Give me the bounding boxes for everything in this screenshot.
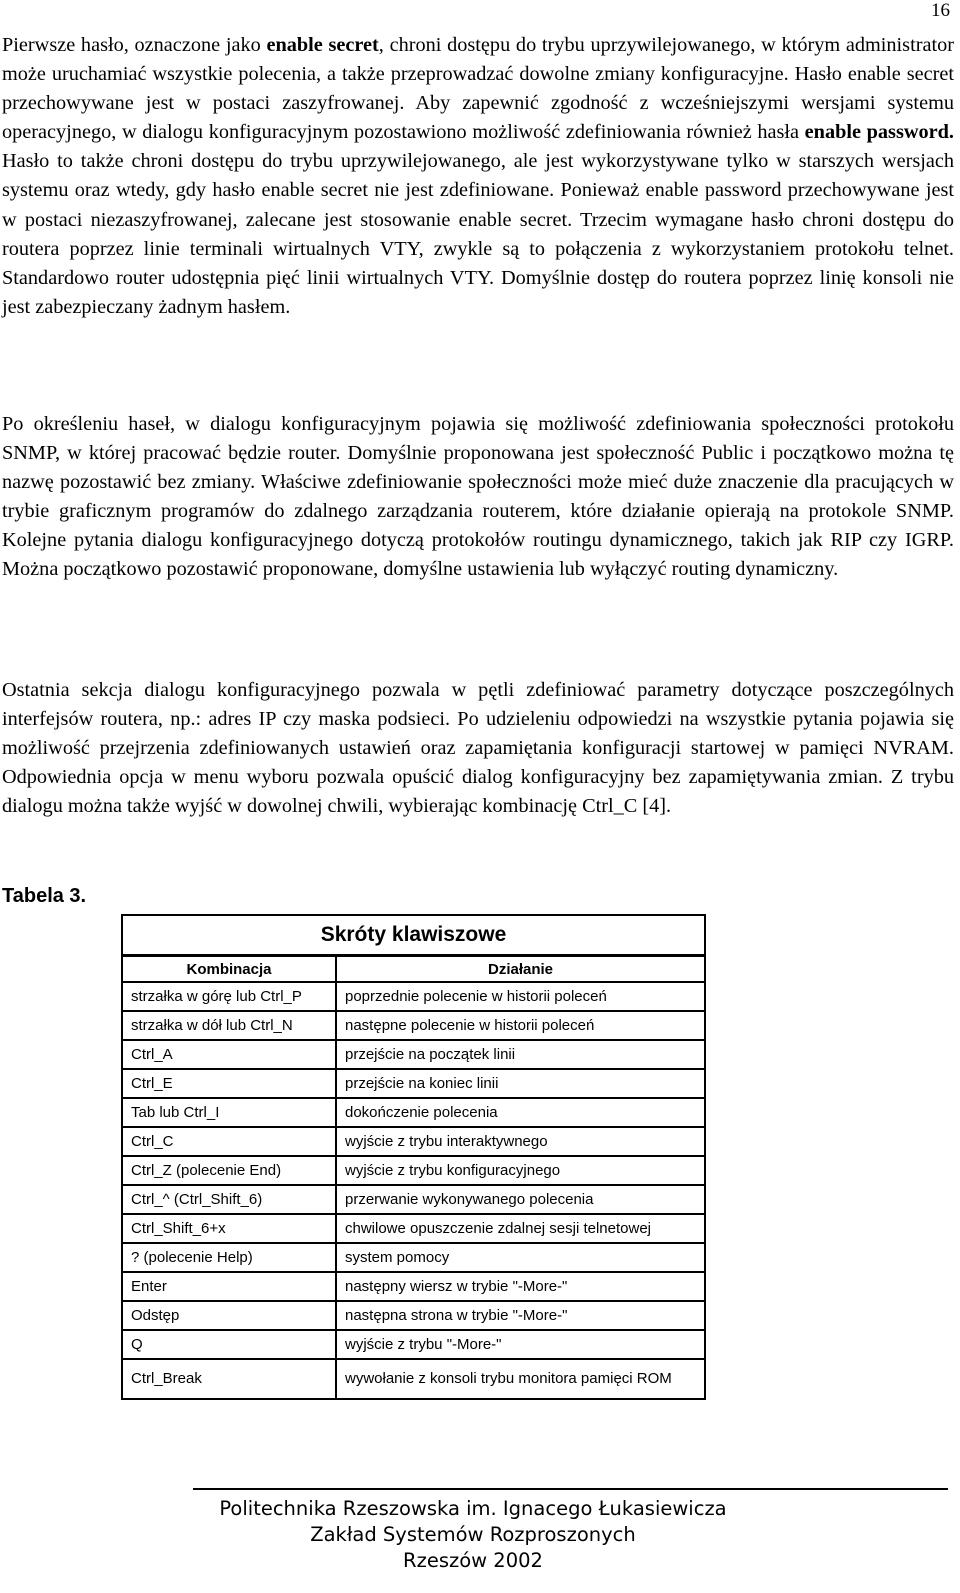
table-row bbox=[122, 1127, 705, 1156]
table-row bbox=[122, 1359, 705, 1399]
table-row bbox=[122, 1069, 705, 1098]
table-row bbox=[122, 1011, 705, 1040]
table-row bbox=[122, 1098, 705, 1127]
combination-cell: Ctrl_Break bbox=[122, 1359, 336, 1399]
page-number: 16 bbox=[931, 0, 950, 21]
action-cell: następna strona w trybie "-More-" bbox=[336, 1301, 705, 1330]
shortcut-table bbox=[121, 914, 706, 1400]
header-combination: Kombinacja bbox=[122, 956, 336, 983]
paragraph-text: Hasło to także chroni dostępu do trybu uprzywilejowanego, ale jest wykorzystywane tylko w starszych wersjach systemu oraz wtedy, gdy hasło enable secret nie jest zdefiniowane. Ponieważ enable password przechowywane jest w postaci niezaszyfrowanej, zalecane jest stosowanie enable secret. Trzecim wymagane hasło chroni dostępu do routera poprzez linie terminali wirtualnych VTY, zwykle są to połączenia z wykorzystaniem protokołu telnet. Standardowo router udostępnia pięć linii wirtualnych VTY. Domyślnie dostęp do routera poprzez linię konsoli nie jest zabezpieczany żadnym hasłem. bbox=[2, 150, 954, 318]
paragraph-passwords bbox=[2, 31, 954, 322]
paragraph-interfaces: Ostatnia sekcja dialogu konfiguracyjnego pozwala w pętli zdefiniować parametry dotyczące poszczególnych interfejsów routera, np.: adres IP czy maska podsieci. Po udzieleniu odpowiedzi na wszystkie pytania pojawia się możliwość przejrzenia zdefiniowanych ustawień oraz zapamiętania konfiguracji startowej w pamięci NVRAM. Odpowiednia opcja w menu wyboru pozwala opuścić dialog konfiguracyjny bez zapamiętywania zmian. Z trybu dialogu można także wyjść w dowolnej chwili, wybierając kombinację Ctrl_C [4]. bbox=[2, 679, 954, 818]
combination-cell: Ctrl_E bbox=[122, 1069, 336, 1098]
paragraph-text: , chroni dostępu do trybu uprzywilejowanego, w którym administrator może uruchamiać wszystkie polecenia, a także przeprowadzać dowolne zmiany konfiguracyjne. Hasło enable secret przechowywane jest w postaci zaszyfrowanej. Aby zapewnić zgodność z wcześniejszymi wersjami systemu operacyjnego, w dialogu konfiguracyjnym pozostawiono możliwość zdefiniowania również hasła bbox=[2, 34, 954, 144]
action-cell: przejście na koniec linii bbox=[336, 1069, 705, 1098]
combination-cell: Tab lub Ctrl_I bbox=[122, 1098, 336, 1127]
table-title-row bbox=[122, 915, 705, 956]
footer-department: Zakład Systemów Rozproszonych bbox=[310, 1523, 636, 1546]
combination-cell: Ctrl_A bbox=[122, 1040, 336, 1069]
paragraph-snmp: Po określeniu haseł, w dialogu konfiguracyjnym pojawia się możliwość zdefiniowania społeczności protokołu SNMP, w której pracować będzie router. Domyślnie proponowana jest społeczność Public i początkowo można tę nazwę pozostawić bez zmiany. Właściwe zdefiniowanie społeczności może mieć duże znaczenie dla pracujących w trybie graficznym programów do zdalnego zarządzania routerem, które działanie opierają na protokole SNMP. Kolejne pytania dialogu konfiguracyjnego dotyczą protokołów routingu dynamicznego, takich jak RIP czy IGRP. Można początkowo pozostawić proponowane, domyślne ustawienia lub wyłączyć routing dynamiczny. bbox=[2, 413, 954, 581]
action-cell: poprzednie polecenie w historii poleceń bbox=[336, 982, 705, 1011]
action-cell: następne polecenie w historii poleceń bbox=[336, 1011, 705, 1040]
table-row bbox=[122, 1214, 705, 1243]
bold-term-enable-secret: enable secret bbox=[266, 34, 379, 56]
combination-cell: Ctrl_Z (polecenie End) bbox=[122, 1156, 336, 1185]
combination-cell: strzałka w górę lub Ctrl_P bbox=[122, 982, 336, 1011]
action-cell: chwilowe opuszczenie zdalnej sesji telnetowej bbox=[336, 1214, 705, 1243]
action-cell: wyjście z trybu konfiguracyjnego bbox=[336, 1156, 705, 1185]
combination-cell: Q bbox=[122, 1330, 336, 1359]
combination-cell: strzałka w dół lub Ctrl_N bbox=[122, 1011, 336, 1040]
action-cell: wyjście z trybu "-More-" bbox=[336, 1330, 705, 1359]
table-row bbox=[122, 982, 705, 1011]
footer-university: Politechnika Rzeszowska im. Ignacego Łukasiewicza bbox=[219, 1497, 727, 1520]
footer-place-year: Rzeszów 2002 bbox=[403, 1549, 543, 1572]
table-row bbox=[122, 1185, 705, 1214]
table-header-row bbox=[122, 956, 705, 983]
combination-cell: Ctrl_^ (Ctrl_Shift_6) bbox=[122, 1185, 336, 1214]
combination-cell: Enter bbox=[122, 1272, 336, 1301]
table-row bbox=[122, 1040, 705, 1069]
table-row bbox=[122, 1156, 705, 1185]
bold-term-enable-password: enable password. bbox=[804, 121, 954, 144]
combination-cell: Odstęp bbox=[122, 1301, 336, 1330]
combination-cell: Ctrl_Shift_6+x bbox=[122, 1214, 336, 1243]
table-row bbox=[122, 1243, 705, 1272]
table-row bbox=[122, 1330, 705, 1359]
paragraph-text: Pierwsze hasło, oznaczone jako bbox=[2, 34, 267, 56]
action-cell: przerwanie wykonywanego polecenia bbox=[336, 1185, 705, 1214]
combination-cell: Ctrl_C bbox=[122, 1127, 336, 1156]
action-cell: następny wiersz w trybie "-More-" bbox=[336, 1272, 705, 1301]
table-caption: Tabela 3. bbox=[2, 885, 87, 907]
table-title: Skróty klawiszowe bbox=[122, 915, 705, 956]
table-row bbox=[122, 1272, 705, 1301]
action-cell: dokończenie polecenia bbox=[336, 1098, 705, 1127]
action-cell: wyjście z trybu interaktywnego bbox=[336, 1127, 705, 1156]
action-cell: wywołanie z konsoli trybu monitora pamięci ROM bbox=[345, 1370, 672, 1387]
table-row bbox=[122, 1301, 705, 1330]
footer-divider bbox=[193, 1488, 948, 1490]
action-cell: system pomocy bbox=[336, 1243, 705, 1272]
combination-cell: ? (polecenie Help) bbox=[122, 1243, 336, 1272]
header-action: Działanie bbox=[336, 956, 705, 983]
action-cell: przejście na początek linii bbox=[336, 1040, 705, 1069]
